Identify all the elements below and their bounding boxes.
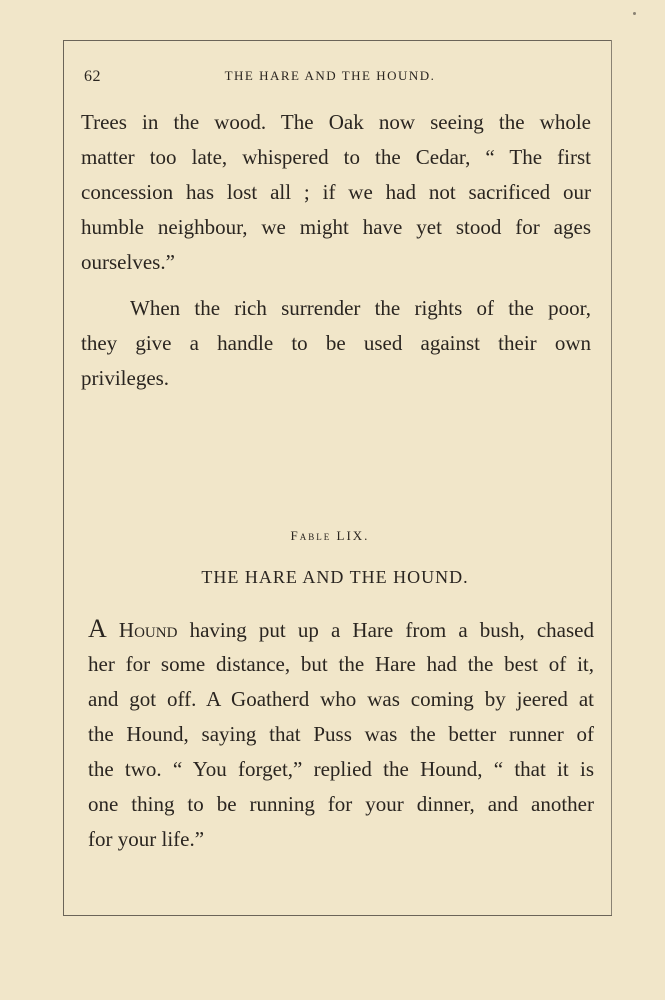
fable-line: the Hound, saying that Puss was the better runner of <box>88 722 594 746</box>
text-line: ourselves.” <box>81 250 175 274</box>
moral-line: they give a handle to be used against their own <box>81 331 591 355</box>
first-line-rest: having put up a Hare from a bush, chased <box>177 618 594 642</box>
frame-top-rule <box>63 40 612 41</box>
running-head: THE HARE AND THE HOUND. <box>224 68 436 83</box>
text-line: Trees in the wood. The Oak now seeing the whole <box>81 110 591 134</box>
drop-cap: A <box>88 614 107 643</box>
fable-title: THE HARE AND THE HOUND. <box>201 567 469 587</box>
fable-line: and got off. A Goatherd who was coming by jeered at <box>88 687 594 711</box>
fable-number: Fable LIX. <box>290 528 370 543</box>
frame-left-rule <box>63 40 64 916</box>
smallcaps-word: Hound <box>118 618 178 642</box>
frame-right-rule <box>611 40 612 916</box>
page-speck <box>633 12 636 15</box>
page-number: 62 <box>84 68 101 85</box>
text-line: humble neighbour, we might have yet stood for ages <box>81 215 591 239</box>
frame-bottom-rule <box>63 915 612 916</box>
fable-line: one thing to be running for your dinner, and another <box>88 792 594 816</box>
moral-line: When the rich surrender the rights of the poor, <box>130 296 591 320</box>
moral-line: privileges. <box>81 366 170 390</box>
fable-line: the two. “ You forget,” replied the Hound, “ that it is <box>88 757 594 781</box>
text-line: concession has lost all ; if we had not sacrificed our <box>81 180 591 204</box>
fable-first-line <box>88 615 594 644</box>
fable-line: for your life.” <box>88 827 205 851</box>
text-line: matter too late, whispered to the Cedar, “ The first <box>81 145 591 169</box>
fable-line: her for some distance, but the Hare had the best of it, <box>88 652 594 676</box>
